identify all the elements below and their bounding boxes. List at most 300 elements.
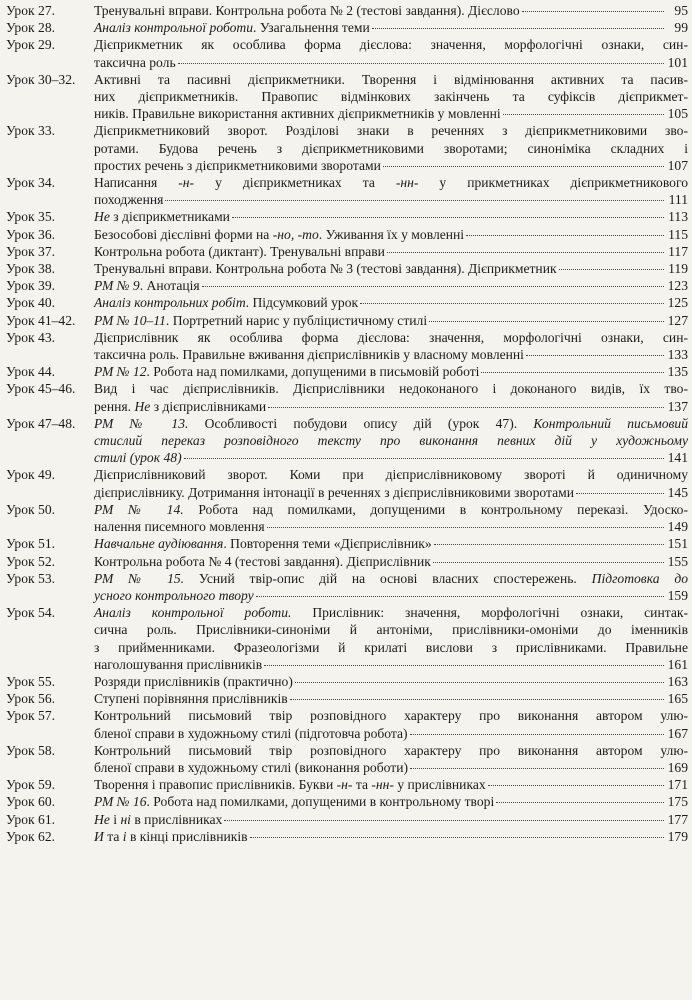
- lesson-topic: [94, 811, 688, 828]
- topic-text: дієприслівнику. Дотримання інтонації в реченнях з дієприслівниковими зворотами: [94, 484, 575, 500]
- topic-last-line: [94, 484, 688, 501]
- page-number: 133: [667, 347, 688, 363]
- dot-leader: [295, 682, 664, 683]
- topic-last-text: [94, 793, 494, 810]
- topic-text: усного контрольного твору: [94, 587, 254, 603]
- topic-text: бленої справи в художньому стилі (підготовча робота): [94, 725, 408, 741]
- lesson-topic: [94, 122, 688, 174]
- topic-last-line: [94, 260, 688, 277]
- topic-text: Контрольна робота (диктант). Тренувальні вправи: [94, 243, 385, 259]
- topic-line: [94, 742, 688, 759]
- topic-last-text: [94, 260, 557, 277]
- lesson-topic: [94, 673, 688, 690]
- topic-line: [94, 432, 688, 449]
- dot-leader: [383, 166, 664, 167]
- lesson-topic: [94, 415, 688, 467]
- topic-text: Вид і час дієприслівників. Дієприслівники недоконаного і доконаного видів, їх тво-: [94, 381, 688, 397]
- dot-leader: [268, 407, 664, 408]
- lesson-topic: [94, 828, 688, 845]
- lesson-label: Урок 55.: [6, 673, 56, 689]
- toc-entry: [6, 174, 688, 208]
- topic-last-text: [94, 277, 200, 294]
- topic-text: . Портретний нарис у публіцистичному стилі: [165, 312, 428, 328]
- toc-entry: [6, 380, 688, 414]
- topic-text: . Підсумковий урок: [245, 295, 359, 311]
- topic-line: [94, 36, 688, 53]
- topic-text: Контрольна робота № 4 (тестові завдання). Дієприслівник: [94, 553, 431, 569]
- topic-text: Творення і правопис прислівників. Букви: [94, 777, 337, 793]
- topic-text: . Узагальнення теми: [253, 20, 370, 36]
- topic-last-text: [94, 828, 248, 845]
- lesson-label: Урок 38.: [6, 261, 56, 277]
- topic-line: [94, 604, 688, 621]
- page-number: 177: [667, 811, 688, 827]
- topic-last-line: [94, 226, 688, 243]
- toc-entry: [6, 277, 688, 294]
- topic-text: . Уживання їх у мовленні: [318, 226, 465, 242]
- topic-text: з дієприкметниками: [109, 209, 230, 225]
- lesson-label: Урок 53.: [6, 570, 56, 586]
- toc-entry: [6, 828, 688, 845]
- lesson-label: Урок 60.: [6, 794, 56, 810]
- topic-text: РМ № 15.: [94, 570, 185, 586]
- dot-leader: [178, 63, 664, 64]
- page-number: 111: [668, 192, 688, 208]
- lesson-label: Урок 37.: [6, 243, 56, 259]
- topic-last-line: [94, 776, 688, 793]
- dot-leader: [576, 493, 664, 494]
- lesson-label: Урок 35.: [6, 209, 56, 225]
- topic-text: них дієприкметників. Правопис відмінкових закінчень та суфіксів дієприкмет-: [94, 89, 688, 105]
- topic-text: в кінці прислівників: [126, 828, 248, 844]
- toc-entry: [6, 122, 688, 174]
- topic-text: Активні та пасивні дієприкметники. Творення і відмінювання активних та пасив-: [94, 71, 688, 87]
- page-number: 123: [667, 278, 688, 294]
- topic-text: Контрольний письмовий: [533, 415, 688, 431]
- topic-text: РМ № 10–11: [94, 312, 166, 328]
- lesson-label: Урок 57.: [6, 708, 56, 724]
- lesson-topic: [94, 2, 688, 19]
- page-number: 141: [667, 450, 688, 466]
- page-number: 151: [667, 536, 688, 552]
- toc-entry: [6, 208, 688, 225]
- topic-text: Аналіз контрольної роботи: [94, 20, 254, 36]
- lesson-label: Урок 33.: [6, 123, 56, 139]
- page-number: 145: [667, 484, 688, 500]
- topic-last-line: [94, 828, 688, 845]
- topic-text: стилі (урок 48): [94, 450, 182, 466]
- lesson-label: Урок 27.: [6, 3, 56, 18]
- lesson-label: Урок 29.: [6, 37, 56, 53]
- toc-entry: [6, 793, 688, 810]
- lesson-label: Урок 51.: [6, 536, 56, 552]
- topic-text: у прикметниках дієприкметникового: [418, 175, 688, 191]
- topic-last-text: [94, 725, 408, 742]
- lesson-topic: [94, 174, 688, 208]
- topic-text: Навчальне аудіювання: [94, 536, 224, 552]
- toc-entry: [6, 312, 688, 329]
- toc-entry: [6, 294, 688, 311]
- topic-text: та: [103, 828, 123, 844]
- topic-text: РМ № 9: [94, 278, 140, 294]
- topic-last-text: [94, 484, 574, 501]
- toc-entry: [6, 742, 688, 776]
- lesson-label: Урок 61.: [6, 811, 56, 827]
- topic-text: ників. Правильне використання активних дієприкметників у мовленні: [94, 106, 501, 122]
- topic-last-text: [94, 690, 288, 707]
- lesson-topic: [94, 260, 688, 277]
- lesson-topic: [94, 570, 688, 604]
- topic-text: Дієприкметниковий зворот. Розділові знаки в реченнях з дієприкметниковими зво-: [94, 123, 688, 139]
- topic-text: Тренувальні вправи. Контрольна робота № 3 (тестові завдання). Дієприкметник: [94, 261, 557, 277]
- topic-line: [94, 466, 688, 483]
- lesson-topic: [94, 19, 688, 36]
- topic-last-line: [94, 759, 688, 776]
- topic-last-text: [94, 363, 479, 380]
- page-number: 159: [667, 587, 688, 603]
- page-number: 165: [667, 691, 688, 707]
- topic-text: -н-: [336, 777, 353, 793]
- dot-leader: [184, 458, 664, 459]
- dot-leader: [496, 802, 664, 803]
- dot-leader: [165, 200, 664, 201]
- topic-text: таксична роль. Правильне вживання дієприслівників у власному мовленні: [94, 347, 524, 363]
- topic-text: таксична роль: [94, 54, 176, 70]
- topic-last-line: [94, 346, 688, 363]
- topic-line: [94, 88, 688, 105]
- topic-last-text: [94, 191, 163, 208]
- toc-entry: [6, 36, 688, 70]
- toc-entry: [6, 535, 688, 552]
- page-number: 105: [667, 106, 688, 122]
- topic-text: ротами. Будова речень з дієприкметниковими зворотами; синоніміка складних і: [94, 140, 688, 156]
- dot-leader: [256, 596, 664, 597]
- topic-text: Дієприкметник як особлива форма дієслова: значення, морфологічні ознаки, син-: [94, 37, 688, 53]
- page-number: 113: [668, 209, 688, 225]
- topic-text: та: [352, 777, 372, 793]
- topic-last-text: [94, 776, 486, 793]
- lesson-topic: [94, 690, 688, 707]
- topic-line: [94, 570, 688, 587]
- topic-last-text: [94, 398, 266, 415]
- topic-text: Дієприслівник як особлива форма дієслова: значення, морфологічні ознаки, син-: [94, 329, 688, 345]
- lesson-label: Урок 49.: [6, 467, 56, 483]
- lesson-topic: [94, 277, 688, 294]
- dot-leader: [559, 269, 664, 270]
- lesson-topic: [94, 742, 688, 776]
- topic-line: [94, 501, 688, 518]
- lesson-label: Урок 39.: [6, 278, 56, 294]
- topic-text: Контрольний письмовий твір розповідного характеру про виконання автором улю-: [94, 708, 688, 724]
- topic-text: РМ № 16: [94, 794, 147, 810]
- topic-last-line: [94, 656, 688, 673]
- dot-leader: [433, 562, 664, 563]
- toc-entry: [6, 329, 688, 363]
- page-number: 95: [674, 3, 688, 18]
- lesson-topic: [94, 312, 688, 329]
- toc-entry: [6, 243, 688, 260]
- topic-text: . Робота над помилками, допущеними в письмовій роботі: [146, 364, 480, 380]
- topic-last-text: [94, 54, 176, 71]
- topic-last-text: [94, 312, 427, 329]
- topic-last-line: [94, 725, 688, 742]
- toc-entry: [6, 363, 688, 380]
- dot-leader: [202, 286, 664, 287]
- topic-line: [94, 639, 688, 656]
- topic-line: [94, 122, 688, 139]
- topic-text: Дієприслівниковий зворот. Коми при дієприслівниковому звороті й одиничному: [94, 467, 688, 483]
- page-number: 171: [667, 777, 688, 793]
- toc-entry: [6, 570, 688, 604]
- topic-text: стислий переказ розповідного тексту про виконання певних дій у художньому: [94, 433, 688, 449]
- page-number: 117: [668, 243, 688, 259]
- page-number: 107: [667, 157, 688, 173]
- topic-text: і: [109, 811, 121, 827]
- topic-text: Не: [94, 209, 110, 225]
- lesson-label: Урок 43.: [6, 329, 56, 345]
- dot-leader: [488, 785, 664, 786]
- topic-last-line: [94, 2, 688, 19]
- lesson-label: Урок 40.: [6, 295, 56, 311]
- dot-leader: [267, 527, 664, 528]
- dot-leader: [264, 665, 664, 666]
- page-number: 163: [667, 673, 688, 689]
- lesson-topic: [94, 604, 688, 673]
- topic-last-text: [94, 587, 254, 604]
- dot-leader: [522, 11, 664, 12]
- toc-entry: [6, 415, 688, 467]
- topic-text: Прислівник: значення, морфологічні ознаки, синтак-: [291, 605, 688, 621]
- lesson-label: Урок 52.: [6, 553, 56, 569]
- page-number: 125: [667, 295, 688, 311]
- lesson-label: Урок 44.: [6, 364, 56, 380]
- lesson-label: Урок 36.: [6, 226, 56, 242]
- topic-text: налення писемного мовлення: [94, 519, 265, 535]
- topic-text: . Анотація: [139, 278, 200, 294]
- lesson-topic: [94, 793, 688, 810]
- topic-text: Тренувальні вправи. Контрольна робота № 2 (тестові завдання). Дієслово: [94, 3, 520, 18]
- dot-leader: [481, 372, 664, 373]
- dot-leader: [434, 544, 664, 545]
- lesson-label: Урок 47–48.: [6, 415, 76, 431]
- topic-line: [94, 621, 688, 638]
- toc-entry: [6, 2, 688, 19]
- toc-entry: [6, 19, 688, 36]
- toc-entry: [6, 501, 688, 535]
- page-number: 167: [667, 725, 688, 741]
- dot-leader: [372, 28, 664, 29]
- lesson-topic: [94, 501, 688, 535]
- lesson-topic: [94, 707, 688, 741]
- topic-text: у прислівниках: [393, 777, 486, 793]
- lesson-topic: [94, 363, 688, 380]
- lesson-label: Урок 41–42.: [6, 312, 76, 328]
- toc-entry: [6, 811, 688, 828]
- topic-last-text: [94, 553, 431, 570]
- page-number: 149: [667, 519, 688, 535]
- topic-text: Розряди прислівників (практично): [94, 673, 293, 689]
- dot-leader: [466, 235, 664, 236]
- topic-text: і: [122, 828, 127, 844]
- lesson-topic: [94, 226, 688, 243]
- lesson-label: Урок 45–46.: [6, 381, 76, 397]
- topic-text: -нн-: [395, 175, 419, 191]
- toc-entry: [6, 226, 688, 243]
- lesson-topic: [94, 294, 688, 311]
- topic-last-line: [94, 208, 688, 225]
- topic-text: в прислівниках: [130, 811, 223, 827]
- lesson-topic: [94, 71, 688, 123]
- topic-last-text: [94, 811, 222, 828]
- lesson-topic: [94, 776, 688, 793]
- toc-list: [6, 2, 688, 845]
- lesson-label: Урок 59.: [6, 777, 56, 793]
- topic-text: наголошування прислівників: [94, 656, 263, 672]
- topic-line: [94, 707, 688, 724]
- topic-last-text: [94, 449, 182, 466]
- topic-line: [94, 380, 688, 397]
- topic-text: простих речень з дієприкметниковими зворотами: [94, 157, 381, 173]
- topic-last-line: [94, 673, 688, 690]
- topic-last-line: [94, 277, 688, 294]
- dot-leader: [387, 252, 664, 253]
- topic-last-line: [94, 19, 688, 36]
- page-number: 175: [667, 794, 688, 810]
- page-number: 169: [667, 759, 688, 775]
- topic-last-text: [94, 535, 432, 552]
- page-number: 161: [667, 656, 688, 672]
- topic-last-text: [94, 243, 385, 260]
- topic-line: [94, 329, 688, 346]
- topic-last-text: [94, 208, 230, 225]
- topic-last-text: [94, 656, 262, 673]
- toc-entry: [6, 71, 688, 123]
- lesson-topic: [94, 380, 688, 414]
- topic-last-text: [94, 157, 381, 174]
- dot-leader: [410, 734, 664, 735]
- topic-last-text: [94, 759, 408, 776]
- topic-last-text: [94, 2, 520, 19]
- dot-leader: [250, 837, 664, 838]
- topic-text: . Робота над помилками, допущеними в контрольному творі: [146, 794, 495, 810]
- page-number: 101: [667, 54, 688, 70]
- topic-text: -но, -то: [272, 226, 319, 242]
- dot-leader: [360, 303, 664, 304]
- toc-entry: [6, 553, 688, 570]
- lesson-label: Урок 34.: [6, 175, 56, 191]
- topic-last-line: [94, 811, 688, 828]
- topic-text: РМ № 13.: [94, 415, 189, 431]
- topic-last-line: [94, 243, 688, 260]
- lesson-topic: [94, 36, 688, 70]
- lesson-topic: [94, 535, 688, 552]
- lesson-label: Урок 62.: [6, 828, 56, 844]
- lesson-topic: [94, 466, 688, 500]
- topic-text: походження: [94, 192, 164, 208]
- topic-last-text: [94, 673, 293, 690]
- lesson-topic: [94, 243, 688, 260]
- dot-leader: [290, 699, 664, 700]
- topic-last-text: [94, 19, 370, 36]
- topic-text: . Повторення теми «Дієприслівник»: [223, 536, 432, 552]
- lesson-topic: [94, 553, 688, 570]
- topic-text: Робота над помилками, допущеними в контрольному переказі. Удоско-: [183, 501, 688, 517]
- topic-last-line: [94, 312, 688, 329]
- lesson-label: Урок 30–32.: [6, 71, 76, 87]
- lesson-topic: [94, 329, 688, 363]
- toc-entry: [6, 673, 688, 690]
- topic-line: [94, 415, 688, 432]
- topic-text: рення.: [94, 398, 135, 414]
- dot-leader: [526, 355, 664, 356]
- topic-text: Не: [94, 811, 110, 827]
- dot-leader: [232, 217, 664, 218]
- topic-last-line: [94, 518, 688, 535]
- topic-last-line: [94, 690, 688, 707]
- topic-text: Аналіз контрольної роботи.: [94, 605, 292, 621]
- topic-last-line: [94, 553, 688, 570]
- dot-leader: [429, 321, 664, 322]
- page-number: 179: [667, 828, 688, 844]
- topic-text: РМ № 14.: [94, 501, 184, 517]
- topic-text: И: [94, 828, 104, 844]
- topic-last-text: [94, 226, 464, 243]
- topic-text: Написання: [94, 175, 179, 191]
- topic-text: у дієприкметниках та: [194, 175, 396, 191]
- topic-text: Ступені порівняння прислівників: [94, 691, 288, 707]
- page-number: 115: [668, 226, 688, 242]
- topic-last-line: [94, 157, 688, 174]
- topic-line: [94, 71, 688, 88]
- topic-last-line: [94, 294, 688, 311]
- dot-leader: [503, 114, 664, 115]
- lesson-label: Урок 54.: [6, 605, 56, 621]
- topic-text: Усний твір-опис дій на основі власних спостережень.: [184, 570, 592, 586]
- topic-last-line: [94, 398, 688, 415]
- toc-entry: [6, 604, 688, 673]
- topic-text: бленої справи в художньому стилі (виконання роботи): [94, 759, 409, 775]
- topic-text: РМ № 12: [94, 364, 147, 380]
- page-number: 135: [667, 364, 688, 380]
- topic-text: сична роль. Прислівники-синоніми й антоніми, прислівники-омоніми до іменників: [94, 622, 688, 638]
- lesson-label: Урок 56.: [6, 691, 56, 707]
- topic-last-text: [94, 518, 265, 535]
- dot-leader: [224, 820, 664, 821]
- toc-entry: [6, 707, 688, 741]
- topic-last-line: [94, 363, 688, 380]
- topic-last-line: [94, 535, 688, 552]
- toc-entry: [6, 690, 688, 707]
- page-number: 99: [674, 20, 688, 36]
- lesson-label: Урок 28.: [6, 20, 56, 36]
- page-number: 119: [668, 261, 688, 277]
- page-number: 127: [667, 312, 688, 328]
- toc-entry: [6, 776, 688, 793]
- topic-last-line: [94, 587, 688, 604]
- topic-last-line: [94, 105, 688, 122]
- dot-leader: [410, 768, 664, 769]
- topic-text: Контрольний письмовий твір розповідного характеру про виконання автором улю-: [94, 742, 688, 758]
- toc-entry: [6, 466, 688, 500]
- page-number: 155: [667, 553, 688, 569]
- topic-last-line: [94, 191, 688, 208]
- topic-last-line: [94, 449, 688, 466]
- topic-text: Аналіз контрольних робіт: [94, 295, 246, 311]
- topic-last-line: [94, 793, 688, 810]
- topic-line: [94, 140, 688, 157]
- topic-text: Особливості побудови опису дій (урок 47).: [188, 415, 534, 431]
- topic-last-text: [94, 105, 501, 122]
